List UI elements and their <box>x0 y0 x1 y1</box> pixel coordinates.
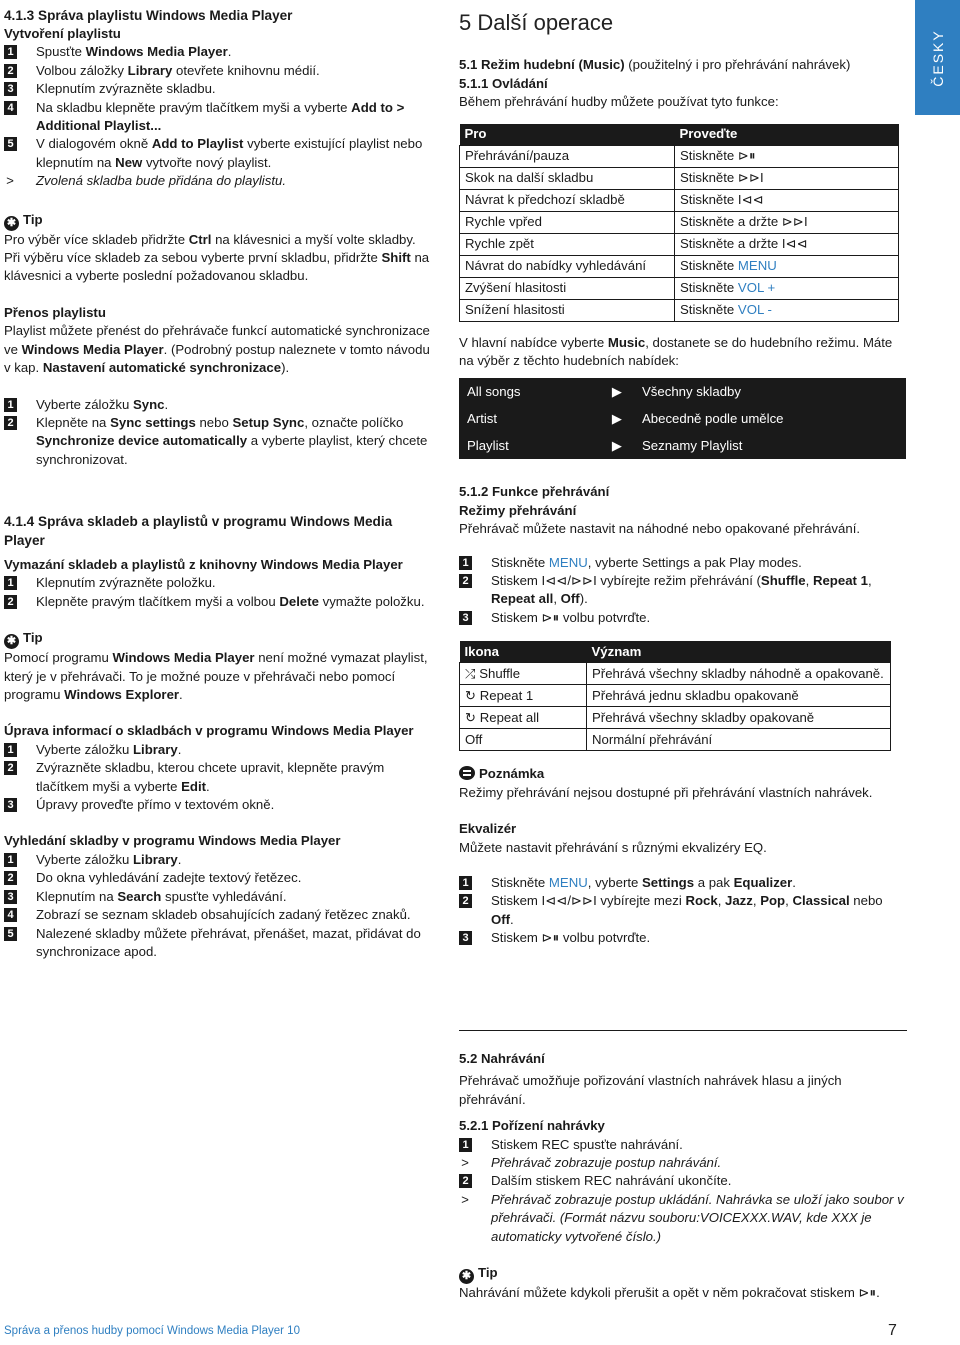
eq-intro: Můžete nastavit přehrávání s různými ekvalizéry EQ. <box>459 839 767 855</box>
list-item: 3 Stiskem ⊳⏸ volbu potvrďte. <box>459 929 907 947</box>
menu-description: Seznamy Playlist <box>632 432 906 459</box>
transfer-text: Playlist můžete přenést do přehrávače funkcí automatické synchronizace ve Windows Media Player. (Podrobný postup naleznete v tomto návodu v kap. Nastavení automatické synchronizace). <box>4 323 430 376</box>
table-cell: ↻ Repeat all <box>460 707 587 729</box>
list-item: 1 Spusťte Windows Media Player. <box>4 43 434 61</box>
table-cell: Snížení hlasitosti <box>460 299 675 321</box>
table-row <box>460 685 891 707</box>
menu-option: Playlist <box>459 432 601 459</box>
list-item: 2 Dalším stiskem REC nahrávání ukončíte. <box>459 1172 907 1190</box>
table-row <box>460 663 891 685</box>
language-tab-label: ČESKY <box>929 28 946 87</box>
right-column-lower <box>459 1050 907 1302</box>
table-row <box>460 145 899 167</box>
table-row <box>460 707 891 729</box>
list-item: 1 Vyberte záložku Library. <box>4 851 434 869</box>
result-line: > Přehrávač zobrazuje postup nahrávání. <box>461 1155 722 1171</box>
list-item: 3 Klepnutím zvýrazněte skladbu. <box>4 80 434 98</box>
table-cell: Stiskněte MENU <box>675 255 899 277</box>
list-item: 4 Na skladbu klepněte pravým tlačítkem myši a vyberte Add to > Additional Playlist... <box>4 99 434 136</box>
menu-description: Všechny skladby <box>632 378 906 405</box>
modes-intro: Přehrávač můžete nastavit na náhodné nebo opakované přehrávání. <box>459 521 861 537</box>
result-line: > Zvolená skladba bude přidána do playlistu. <box>6 173 286 189</box>
arrow-right-icon: ▶ <box>601 378 632 405</box>
music-menu-table <box>459 378 906 459</box>
list-item: 2 Volbou záložky Library otevřete knihovnu médií. <box>4 62 434 80</box>
delete-heading: Vymazání skladeb a playlistů z knihovny Windows Media Player <box>4 557 403 572</box>
section-divider <box>459 1030 907 1031</box>
section-5-1-2-heading: 5.1.2 Funkce přehrávání <box>459 484 610 500</box>
table-row <box>459 432 906 459</box>
create-playlist-heading: Vytvoření playlistu <box>4 26 121 41</box>
list-item: 2 Zvýrazněte skladbu, kterou chcete upravit, klepněte pravým tlačítkem myši a vyberte Edit. <box>4 759 434 796</box>
controls-table <box>459 124 899 322</box>
table-cell: Skok na další skladbu <box>460 167 675 189</box>
section-4-1-3-heading: 4.1.3 Správa playlistu Windows Media Player <box>4 8 293 23</box>
tip-heading: ✱ Tip <box>459 1264 907 1284</box>
edit-heading: Úprava informací o skladbách v programu Windows Media Player <box>4 723 414 739</box>
table-cell: Stiskněte VOL - <box>675 299 899 321</box>
note-text: Režimy přehrávání nejsou dostupné při přehrávání vlastních nahrávek. <box>459 784 873 800</box>
table-cell: Přehrává všechny skladby opakovaně <box>587 707 891 729</box>
list-item: 1 Stiskněte MENU, vyberte Settings a pak Play modes. <box>459 554 907 572</box>
tip-icon: ✱ <box>459 1269 474 1284</box>
table-row <box>460 211 899 233</box>
table-cell: Přehrává všechny skladby náhodně a opakovaně. <box>587 663 891 685</box>
controls-intro: Během přehrávání hudby můžete používat tyto funkce: <box>459 94 779 110</box>
table-header: Význam <box>587 641 891 663</box>
table-header: Pro <box>460 124 675 146</box>
table-cell: Off <box>460 729 587 751</box>
search-heading: Vyhledání skladby v programu Windows Media Player <box>4 833 341 849</box>
section-5-2-heading: 5.2 Nahrávání <box>459 1051 545 1066</box>
transfer-heading: Přenos playlistu <box>4 304 106 320</box>
table-cell: Zvýšení hlasitosti <box>460 277 675 299</box>
table-row <box>460 167 899 189</box>
section-5-1-1-heading: 5.1.1 Ovládání <box>459 75 548 91</box>
list-item: 2 Stiskem I⊲⊲/⊳⊳I vybírejte režim přehrávání (Shuffle, Repeat 1, Repeat all, Off). <box>459 572 907 609</box>
step-number: 5 <box>4 137 17 151</box>
table-header: Proveďte <box>675 124 899 146</box>
table-row <box>459 378 906 405</box>
chapter-title: 5 Další operace <box>459 10 614 35</box>
menu-option: All songs <box>459 378 601 405</box>
list-item: 2 Do okna vyhledávání zadejte textový řetězec. <box>4 869 434 887</box>
modes-heading: Režimy přehrávání <box>459 502 577 518</box>
list-item: 5 V dialogovém okně Add to Playlist vyberte existující playlist nebo klepnutím na New vytvořte nový playlist. <box>4 135 434 172</box>
tip-text: Nahrávání můžete kdykoli přerušit a opět v něm pokračovat stiskem ⊳⏸. <box>459 1285 880 1301</box>
list-item: 1 Klepnutím zvýrazněte položku. <box>4 574 434 592</box>
left-column <box>4 6 434 469</box>
step-number: 1 <box>4 45 17 59</box>
table-header: Ikona <box>460 641 587 663</box>
table-cell: Návrat do nabídky vyhledávání <box>460 255 675 277</box>
table-cell: Návrat k předchozí skladbě <box>460 189 675 211</box>
table-row <box>460 729 891 751</box>
table-cell: Stiskněte ⊳⏸ <box>675 145 899 167</box>
section-5-1-heading: 5.1 Režim hudební (Music) (použitelný i pro přehrávání nahrávek) <box>459 57 851 73</box>
tip-icon: ✱ <box>4 216 19 231</box>
table-cell: Normální přehrávání <box>587 729 891 751</box>
table-row <box>460 277 899 299</box>
table-cell: Stiskněte a držte ⊳⊳I <box>675 211 899 233</box>
menu-option: Artist <box>459 405 601 432</box>
music-intro: V hlavní nabídce vyberte Music, dostanete se do hudebního režimu. Máte na výběr z těchto hudebních nabídek: <box>459 334 893 369</box>
list-item: 4 Zobrazí se seznam skladeb obsahujících zadaný řetězec znaků. <box>4 906 434 924</box>
recording-intro: Přehrávač umožňuje pořizování vlastních nahrávek hlasu a jiných přehrávání. <box>459 1073 842 1107</box>
list-item: 3 Klepnutím na Search spusťte vyhledávání. <box>4 888 434 906</box>
eq-heading: Ekvalizér <box>459 821 517 837</box>
tip-text: Pomocí programu Windows Media Player není možné vymazat playlist, který je v přehrávači. To je možné pouze v přehrávači nebo pomocí programu Windows Explorer. <box>4 650 428 703</box>
tip-heading: ✱ Tip <box>4 211 434 231</box>
list-item: 2 Klepněte na Sync settings nebo Setup Sync, označte políčko Synchronize device automatically a vyberte playlist, který chcete synchronizovat. <box>4 414 434 469</box>
table-cell: Rychle vpřed <box>460 211 675 233</box>
table-cell: Přehrávání/pauza <box>460 145 675 167</box>
list-item: 1 Vyberte záložku Sync. <box>4 396 434 414</box>
tip-text: Při výběru více skladeb za sebou vyberte první skladbu, přidržte Shift na klávesnici a vyberte poslední požadovanou skladbu. <box>4 250 430 284</box>
table-cell: Přehrává jednu skladbu opakovaně <box>587 685 891 707</box>
table-cell: ⤮ Shuffle <box>460 663 587 685</box>
table-row <box>460 255 899 277</box>
list-item: 2 Stiskem I⊲⊲/⊳⊳I vybírejte mezi Rock, Jazz, Pop, Classical nebo Off. <box>459 892 907 929</box>
table-row <box>460 233 899 255</box>
table-cell: Stiskněte ⊳⊳I <box>675 167 899 189</box>
tip-icon: ✱ <box>4 634 19 649</box>
list-item: 3 Stiskem ⊳⏸ volbu potvrďte. <box>459 609 907 627</box>
tip-heading: ✱ Tip <box>4 629 434 649</box>
note-heading: Poznámka <box>459 765 907 783</box>
table-row <box>460 189 899 211</box>
modes-table <box>459 641 891 751</box>
list-item: 5 Nalezené skladby můžete přehrávat, přenášet, mazat, přidávat do synchronizace apod. <box>4 925 434 962</box>
tip-text: Pro výběr více skladeb přidržte Ctrl na klávesnici a myší volte skladby. <box>4 231 416 247</box>
table-cell: Rychle zpět <box>460 233 675 255</box>
table-row <box>459 405 906 432</box>
arrow-right-icon: ▶ <box>601 405 632 432</box>
step-number: 3 <box>4 82 17 96</box>
result-line: > Přehrávač zobrazuje postup ukládání. Nahrávka se uloží jako soubor v přehrávači. (Formát názvu souboru:VOICEXXX.WAV, kde XXX je automaticky vytvořené číslo.) <box>461 1191 904 1244</box>
page-number: 7 <box>888 1322 897 1339</box>
section-4-1-4-heading: 4.1.4 Správa skladeb a playlistů v programu Windows Media Player <box>4 514 393 548</box>
table-cell: Stiskněte a držte I⊲⊲ <box>675 233 899 255</box>
left-column-lower <box>4 512 434 961</box>
table-cell: Stiskněte VOL + <box>675 277 899 299</box>
table-cell: ↻ Repeat 1 <box>460 685 587 707</box>
step-number: 4 <box>4 101 17 115</box>
table-cell: Stiskněte I⊲⊲ <box>675 189 899 211</box>
section-5-2-1-heading: 5.2.1 Pořízení nahrávky <box>459 1118 605 1134</box>
note-icon <box>459 766 475 780</box>
menu-description: Abecedně podle umělce <box>632 405 906 432</box>
table-row <box>460 299 899 321</box>
list-item: 3 Úpravy proveďte přímo v textovém okně. <box>4 796 434 814</box>
language-tab <box>915 0 960 115</box>
list-item: 1 Vyberte záložku Library. <box>4 741 434 759</box>
list-item: 2 Klepněte pravým tlačítkem myši a volbou Delete vymažte položku. <box>4 593 434 611</box>
list-item: 1 Stiskněte MENU, vyberte Settings a pak Equalizer. <box>459 874 907 892</box>
footer-title: Správa a přenos hudby pomocí Windows Media Player 10 <box>4 1325 300 1337</box>
list-item: 1 Stiskem REC spusťte nahrávání. <box>459 1136 907 1154</box>
arrow-right-icon: ▶ <box>601 432 632 459</box>
right-column <box>459 10 907 948</box>
step-number: 2 <box>4 64 17 78</box>
